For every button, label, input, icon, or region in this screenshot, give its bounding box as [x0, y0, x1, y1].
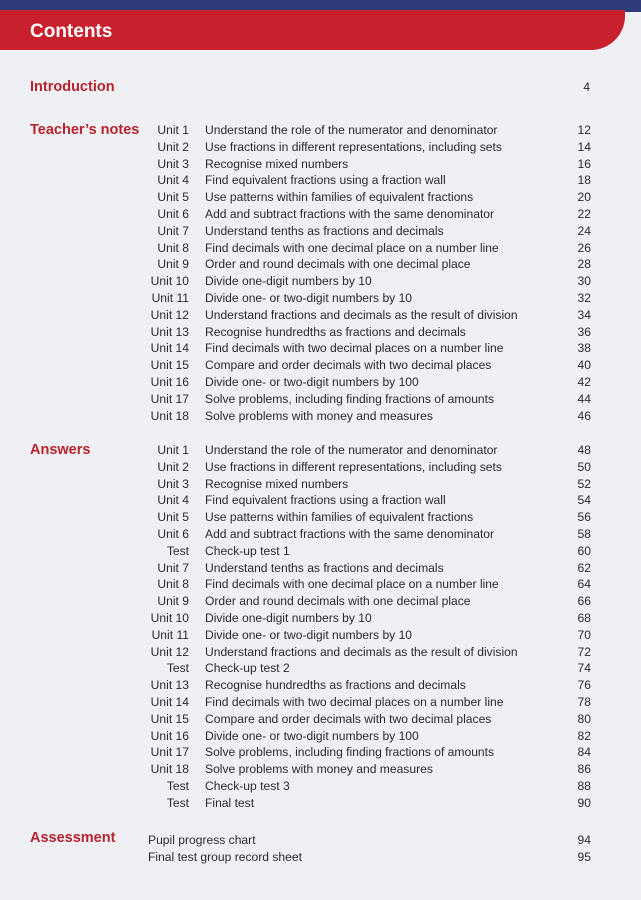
entry-desc: Find equivalent fractions using a fraction wall	[205, 493, 446, 508]
entry-page: 48	[577, 443, 591, 457]
entry-page: 90	[577, 795, 591, 810]
entry-desc: Recognise mixed numbers	[205, 476, 349, 491]
entry-unit: Unit 18	[150, 762, 189, 777]
entry-unit: Unit 4	[157, 173, 189, 188]
entry-unit: Unit 7	[157, 223, 189, 238]
answers-list	[0, 442, 641, 812]
entry-unit: Unit 14	[150, 694, 189, 709]
introduction-page-number: 4	[583, 80, 590, 94]
entry-page: 94	[577, 833, 591, 847]
entry-desc: Find decimals with one decimal place on a number line	[205, 577, 499, 592]
entry-page: 80	[577, 711, 591, 726]
entry-unit: Unit 3	[157, 156, 189, 171]
entry-unit: Unit 2	[157, 139, 189, 154]
entry-unit: Test	[166, 795, 189, 810]
entry-unit: Unit 14	[150, 341, 189, 356]
list-item	[0, 189, 641, 206]
list-item	[0, 849, 641, 866]
section-title-introduction: Introduction	[30, 79, 115, 95]
entry-desc: Understand tenths as fractions and decimals	[205, 560, 444, 575]
entry-unit: Unit 13	[150, 678, 189, 693]
list-item	[0, 677, 641, 694]
list-item	[0, 593, 641, 610]
entry-unit: Unit 17	[150, 391, 189, 406]
entry-desc: Order and round decimals with one decimal place	[205, 594, 471, 609]
entry-desc: Find decimals with two decimal places on a number line	[205, 694, 504, 709]
list-item	[0, 139, 641, 156]
list-item	[0, 408, 641, 425]
entry-page: 24	[577, 223, 591, 238]
entry-page: 16	[577, 156, 591, 171]
entry-page: 95	[577, 849, 591, 864]
entry-page: 52	[577, 476, 591, 491]
list-item	[0, 492, 641, 509]
list-item	[0, 543, 641, 560]
entry-unit: Unit 5	[157, 510, 189, 525]
list-item	[0, 156, 641, 173]
list-item	[0, 357, 641, 374]
entry-unit: Unit 5	[157, 190, 189, 205]
entry-desc: Recognise hundredths as fractions and decimals	[205, 324, 466, 339]
entry-desc: Order and round decimals with one decimal place	[205, 257, 471, 272]
entry-page: 28	[577, 257, 591, 272]
list-item	[0, 560, 641, 577]
entry-unit: Unit 12	[150, 307, 189, 322]
entry-unit: Unit 9	[157, 594, 189, 609]
entry-desc: Use fractions in different representations, including sets	[205, 139, 502, 154]
list-item	[0, 694, 641, 711]
list-item	[0, 795, 641, 812]
list-item	[0, 476, 641, 493]
entry-desc: Recognise hundredths as fractions and decimals	[205, 678, 466, 693]
list-item	[0, 744, 641, 761]
entry-desc: Recognise mixed numbers	[205, 156, 349, 171]
entry-desc: Use fractions in different representations, including sets	[205, 459, 502, 474]
entry-desc: Divide one- or two-digit numbers by 10	[205, 290, 413, 305]
entry-page: 30	[577, 274, 591, 289]
list-item	[0, 711, 641, 728]
entry-page: 44	[577, 391, 591, 406]
entry-unit: Unit 11	[151, 627, 189, 642]
entry-page: 50	[577, 459, 591, 474]
section-title-assessment: Assessment	[30, 830, 116, 846]
entry-unit: Unit 1	[157, 123, 189, 137]
entry-unit: Unit 1	[157, 443, 189, 457]
entry-page: 22	[577, 206, 591, 221]
section-title-answers: Answers	[30, 442, 91, 458]
entry-page: 64	[577, 577, 591, 592]
entry-page: 60	[577, 543, 591, 558]
entry-unit: Test	[166, 543, 189, 558]
entry-desc: Find equivalent fractions using a fraction wall	[205, 173, 446, 188]
entry-unit: Unit 2	[157, 459, 189, 474]
entry-desc: Add and subtract fractions with the same denominator	[205, 526, 495, 541]
list-item	[0, 223, 641, 240]
entry-desc: Use patterns within families of equivalent fractions	[205, 190, 474, 205]
entry-unit: Unit 9	[157, 257, 189, 272]
entry-unit: Unit 4	[157, 493, 189, 508]
entry-unit: Unit 16	[150, 728, 189, 743]
entry-page: 12	[577, 123, 591, 137]
entry-unit: Unit 10	[150, 274, 189, 289]
entry-page: 34	[577, 307, 591, 322]
entry-unit: Unit 15	[150, 711, 189, 726]
entry-page: 66	[577, 594, 591, 609]
entry-page: 40	[577, 358, 591, 373]
entry-desc: Divide one- or two-digit numbers by 100	[205, 374, 419, 389]
entry-page: 84	[577, 745, 591, 760]
entry-unit: Unit 7	[157, 560, 189, 575]
list-item	[0, 832, 641, 849]
section-title-teachers-notes: Teacher’s notes	[30, 122, 140, 138]
entry-desc: Understand the role of the numerator and denominator	[205, 123, 498, 137]
entry-page: 46	[577, 408, 591, 423]
entry-unit: Unit 18	[150, 408, 189, 423]
entry-unit: Unit 16	[150, 374, 189, 389]
page-title: Contents	[30, 21, 113, 42]
list-item	[0, 290, 641, 307]
entry-page: 76	[577, 678, 591, 693]
list-item	[0, 778, 641, 795]
list-item	[0, 660, 641, 677]
entry-unit: Unit 15	[150, 358, 189, 373]
entry-desc: Understand fractions and decimals as the result of division	[205, 307, 518, 322]
list-item	[0, 728, 641, 745]
entry-page: 72	[577, 644, 591, 659]
list-item	[0, 374, 641, 391]
entry-desc: Understand tenths as fractions and decimals	[205, 223, 444, 238]
entry-page: 20	[577, 190, 591, 205]
entry-unit: Unit 17	[150, 745, 189, 760]
entry-unit: Unit 10	[150, 610, 189, 625]
list-item	[0, 307, 641, 324]
list-item	[0, 324, 641, 341]
list-item	[0, 610, 641, 627]
entry-desc: Divide one-digit numbers by 10	[205, 274, 372, 289]
entry-page: 82	[577, 728, 591, 743]
list-item	[0, 240, 641, 257]
entry-unit: Unit 13	[150, 324, 189, 339]
entry-page: 78	[577, 694, 591, 709]
list-item	[0, 273, 641, 290]
entry-desc: Check-up test 3	[205, 778, 290, 793]
list-item	[0, 122, 641, 139]
list-item	[0, 627, 641, 644]
entry-unit: Unit 6	[157, 206, 189, 221]
entry-desc: Solve problems with money and measures	[205, 408, 433, 423]
entry-unit: Test	[166, 778, 189, 793]
entry-page: 54	[577, 493, 591, 508]
entry-page: 86	[577, 762, 591, 777]
entry-page: 18	[577, 173, 591, 188]
entry-desc: Divide one- or two-digit numbers by 10	[205, 627, 413, 642]
list-item	[0, 644, 641, 661]
entry-page: 88	[577, 778, 591, 793]
list-item	[0, 459, 641, 476]
entry-page: 74	[577, 661, 591, 676]
entry-unit: Unit 6	[157, 526, 189, 541]
entry-desc: Check-up test 1	[205, 543, 290, 558]
entry-page: 58	[577, 526, 591, 541]
entry-desc: Final test	[205, 795, 255, 810]
list-item	[0, 526, 641, 543]
entry-desc: Pupil progress chart	[148, 833, 256, 847]
entry-page: 42	[577, 374, 591, 389]
entry-desc: Understand fractions and decimals as the result of division	[205, 644, 518, 659]
list-item	[0, 442, 641, 459]
entry-unit: Unit 3	[157, 476, 189, 491]
entry-page: 62	[577, 560, 591, 575]
list-item	[0, 761, 641, 778]
entry-desc: Compare and order decimals with two decimal places	[205, 711, 492, 726]
entry-page: 32	[577, 290, 591, 305]
entry-page: 68	[577, 610, 591, 625]
entry-page: 70	[577, 627, 591, 642]
entry-desc: Solve problems with money and measures	[205, 762, 433, 777]
list-item	[0, 391, 641, 408]
entry-page: 56	[577, 510, 591, 525]
list-item	[0, 172, 641, 189]
entry-unit: Unit 8	[157, 240, 189, 255]
list-item	[0, 509, 641, 526]
entry-desc: Add and subtract fractions with the same denominator	[205, 206, 495, 221]
entry-page: 14	[577, 139, 591, 154]
list-item	[0, 256, 641, 273]
entry-page: 38	[577, 341, 591, 356]
entry-desc: Use patterns within families of equivalent fractions	[205, 510, 474, 525]
entry-desc: Find decimals with two decimal places on a number line	[205, 341, 504, 356]
entry-desc: Compare and order decimals with two decimal places	[205, 358, 492, 373]
teachers-notes-list	[0, 122, 641, 424]
entry-unit: Test	[166, 661, 189, 676]
entry-desc: Understand the role of the numerator and denominator	[205, 443, 498, 457]
entry-desc: Find decimals with one decimal place on a number line	[205, 240, 499, 255]
entry-desc: Divide one-digit numbers by 10	[205, 610, 372, 625]
entry-desc: Solve problems, including finding fractions of amounts	[205, 745, 495, 760]
assessment-list	[0, 832, 641, 865]
entry-desc: Check-up test 2	[205, 661, 290, 676]
entry-desc: Final test group record sheet	[148, 849, 302, 864]
entry-page: 36	[577, 324, 591, 339]
entry-page: 26	[577, 240, 591, 255]
entry-unit: Unit 8	[157, 577, 189, 592]
list-item	[0, 576, 641, 593]
list-item	[0, 340, 641, 357]
entry-unit: Unit 12	[150, 644, 189, 659]
entry-desc: Solve problems, including finding fractions of amounts	[205, 391, 495, 406]
entry-unit: Unit 11	[151, 290, 189, 305]
list-item	[0, 206, 641, 223]
entry-desc: Divide one- or two-digit numbers by 100	[205, 728, 419, 743]
